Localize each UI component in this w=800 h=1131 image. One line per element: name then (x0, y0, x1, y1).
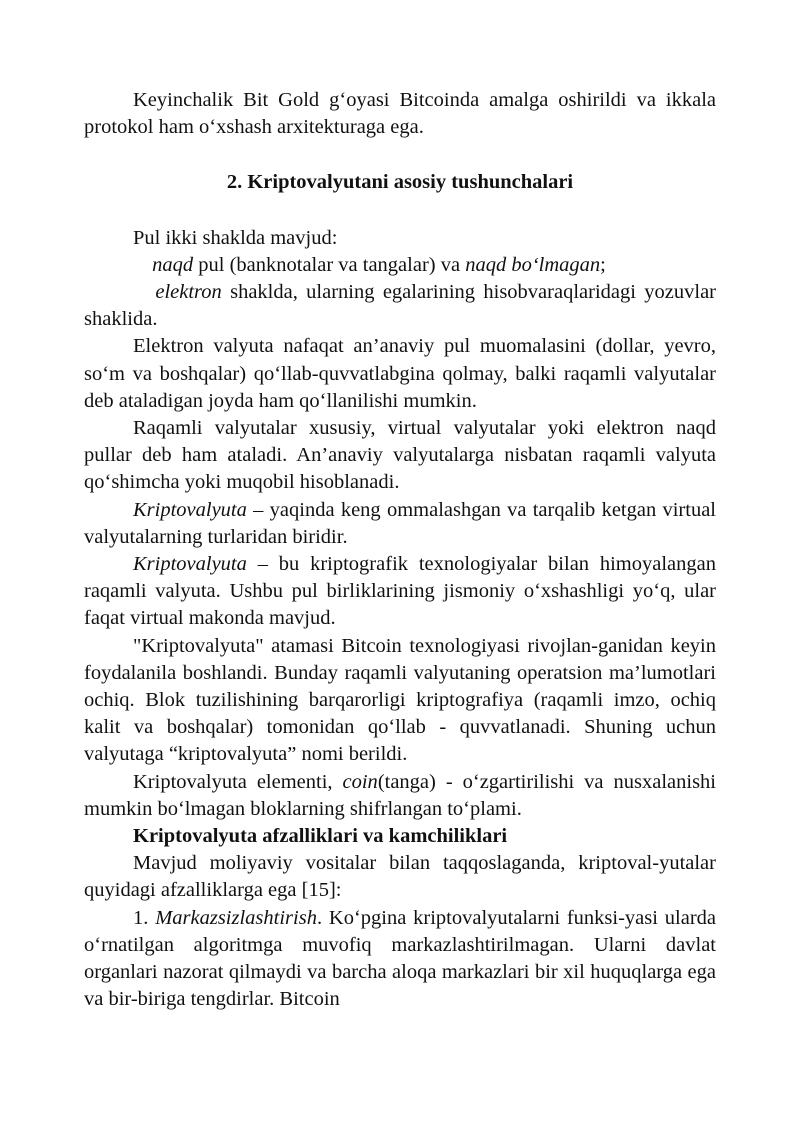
coin-element-a: Kriptovalyuta elementi, (133, 770, 343, 793)
advantage-item-1-text: . Ko‘pgina kriptovalyutalarni funksi-yasi ularda o‘rnatilgan algoritmga muvofiq markazlashtirilmagan. Ularni davlat organlari nazorat qilmaydi va barcha aloqa markazlari bir xil huquqlarga ega va bir-biriga tengdirlar. Bitcoin (84, 906, 716, 1011)
crypto-definition-2 (84, 551, 716, 633)
coin-element-paragraph (84, 769, 716, 823)
bullet-item-cash (84, 252, 716, 279)
term-origin-paragraph: "Kriptovalyuta" atamasi Bitcoin texnologiyasi rivojlan-ganidan keyin foydalanila boshlandi. Bunday raqamli valyutaning operatsion ma’lumotlari ochiq. Blok tuzilishining barqarorligi kriptografiya (raqamli imzo, ochiq kalit va boshqalar) tomonidan qo‘llab - quvvatlanadi. Shuning uchun valyutaga “kriptovalyuta” nomi berildi. (84, 634, 716, 766)
digital-currency-paragraph: Raqamli valyutalar xususiy, virtual valyutalar yoki elektron naqd pullar deb ham ataladi. An’anaviy valyutalarga nisbatan raqamli valyuta qo‘shimcha yoki muqobil hisoblanadi. (84, 417, 716, 494)
crypto-definition-2-text: – bu kriptografik texnologiyalar bilan himoyalangan raqamli valyuta. Ushbu pul birliklarining jismoniy o‘xshashligi yo‘q, ular faqat virtual makonda mavjud. (84, 553, 716, 630)
term-electronic: elektron (155, 281, 222, 304)
advantages-subheading: Kriptovalyuta afzalliklari va kamchiliklari (133, 825, 508, 848)
crypto-definition-1-text: – yaqinda keng ommalashgan va tarqalib ketgan virtual valyutalarning turlaridan biridir. (84, 498, 716, 548)
coin-element-b: (tanga) - o‘zgartirilishi va nusxalanishi mumkin bo‘lmagan bloklarning shifrlangan to‘plami. (84, 770, 716, 820)
section-heading: 2. Kriptovalyutani asosiy tushunchalari (226, 171, 574, 194)
advantage-item-1 (84, 905, 716, 1014)
bullet-cash-tail: ; (600, 253, 606, 276)
bullet-item-electronic (84, 279, 716, 333)
term-noncash: naqd bo‘lmagan (465, 253, 601, 276)
comparison-paragraph: Mavjud moliyaviy vositalar bilan taqqoslaganda, kriptoval-yutalar quyidagi afzalliklarga ega [15]: (84, 852, 716, 902)
term-cash: naqd (152, 253, 194, 276)
advantage-item-1-number: 1. (133, 906, 156, 929)
crypto-definition-1 (84, 497, 716, 551)
bullet-electronic-tail: shaklda, ularning egalarining hisobvaraqlaridagi yozuvlar shaklida. (84, 281, 716, 331)
electronic-currency-paragraph: Elektron valyuta nafaqat an’anaviy pul muomalasini (dollar, yevro, so‘m va boshqalar) qo‘llab-quvvatlabgina qolmay, balki raqamli valyutalar deb ataladigan joyda ham qo‘llanilishi mumkin. (84, 335, 716, 412)
document-page (84, 87, 716, 1014)
term-crypto: Kriptovalyuta (133, 498, 247, 521)
term-decentralization: Markazsizlashtirish (155, 906, 317, 929)
money-paragraph: Pul ikki shaklda mavjud: (133, 226, 338, 249)
bullet-cash-mid: pul (banknotalar va tangalar) va (193, 253, 466, 276)
term-crypto: Kriptovalyuta (133, 553, 247, 576)
term-coin: coin (342, 770, 378, 793)
intro-paragraph: Keyinchalik Bit Gold g‘oyasi Bitcoinda amalga oshirildi va ikkala protokol ham o‘xshash arxitekturaga ega. (84, 89, 716, 139)
